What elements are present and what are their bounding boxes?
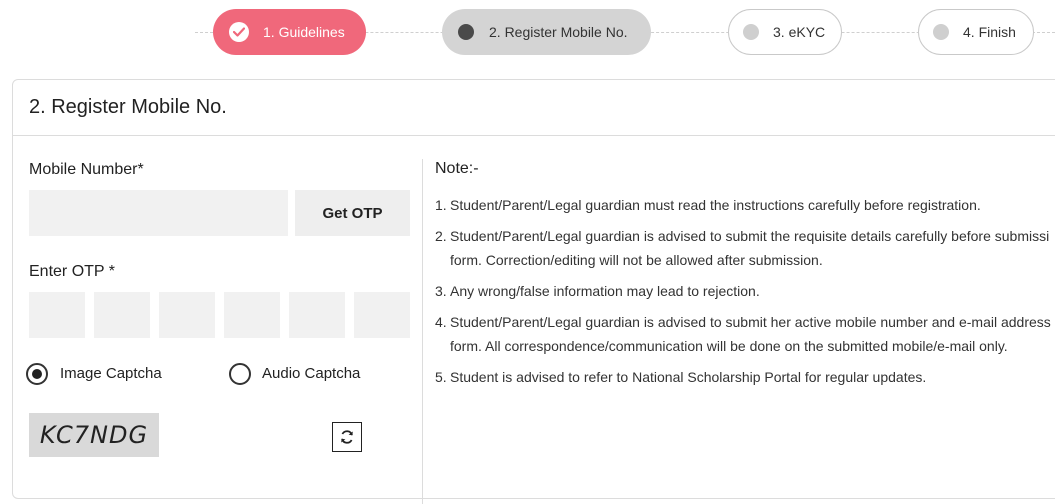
step-guidelines[interactable] — [213, 9, 366, 55]
step-label: 4. Finish — [963, 24, 1016, 40]
note-item — [435, 279, 1055, 303]
otp-label: Enter OTP * — [29, 263, 115, 280]
note-number: 2. — [435, 228, 447, 244]
audio-captcha-label[interactable]: Audio Captcha — [262, 365, 361, 382]
step-ekyc[interactable] — [728, 9, 842, 55]
title-divider — [13, 135, 1055, 136]
otp-digit-5[interactable] — [289, 292, 345, 338]
note-text: Student is advised to refer to National Scholarship Portal for regular updates. — [450, 369, 927, 385]
otp-digit-4[interactable] — [224, 292, 280, 338]
note-item — [435, 310, 1055, 358]
image-captcha-radio[interactable] — [26, 363, 48, 385]
note-number: 1. — [435, 197, 447, 213]
refresh-icon — [339, 429, 355, 445]
otp-digit-3[interactable] — [159, 292, 215, 338]
captcha-text: KC7NDG — [39, 421, 149, 449]
note-text-continued: form. Correction/editing will not be allowed after submission. — [450, 252, 823, 268]
column-divider — [422, 159, 423, 504]
refresh-captcha-button[interactable] — [332, 422, 362, 452]
register-mobile-card — [12, 79, 1055, 499]
note-text: Student/Parent/Legal guardian is advised to submit her active mobile number and e-mail address — [450, 314, 1051, 330]
mobile-number-input[interactable] — [29, 190, 288, 236]
note-text: Student/Parent/Legal guardian must read the instructions carefully before registration. — [450, 197, 981, 213]
otp-digit-2[interactable] — [94, 292, 150, 338]
step-dot-icon — [743, 24, 759, 40]
check-icon — [229, 22, 249, 42]
step-label: 3. eKYC — [773, 24, 826, 40]
step-finish[interactable] — [918, 9, 1034, 55]
get-otp-button[interactable]: Get OTP — [295, 190, 410, 236]
note-text: Any wrong/false information may lead to rejection. — [450, 283, 760, 299]
note-number: 4. — [435, 314, 447, 330]
step-label: 2. Register Mobile No. — [489, 24, 628, 40]
note-item — [435, 365, 1055, 389]
step-dot-icon — [933, 24, 949, 40]
note-item — [435, 224, 1055, 272]
otp-digit-6[interactable] — [354, 292, 410, 338]
note-text-continued: form. All correspondence/communication will be done on the submitted mobile/e-mail only. — [450, 338, 1008, 354]
captcha-image — [29, 413, 159, 457]
page-title: 2. Register Mobile No. — [29, 96, 227, 118]
notes-title: Note:- — [435, 160, 479, 177]
step-dot-icon — [458, 24, 474, 40]
note-number: 5. — [435, 369, 447, 385]
step-label: 1. Guidelines — [263, 24, 345, 40]
note-number: 3. — [435, 283, 447, 299]
image-captcha-label[interactable]: Image Captcha — [60, 365, 162, 382]
progress-stepper — [0, 0, 1055, 64]
otp-digit-1[interactable] — [29, 292, 85, 338]
notes-list — [435, 193, 1055, 396]
note-item — [435, 193, 1055, 217]
note-text: Student/Parent/Legal guardian is advised to submit the requisite details carefully before submissi — [450, 228, 1050, 244]
mobile-number-label: Mobile Number* — [29, 161, 144, 178]
step-register-mobile[interactable] — [442, 9, 651, 55]
audio-captcha-radio[interactable] — [229, 363, 251, 385]
